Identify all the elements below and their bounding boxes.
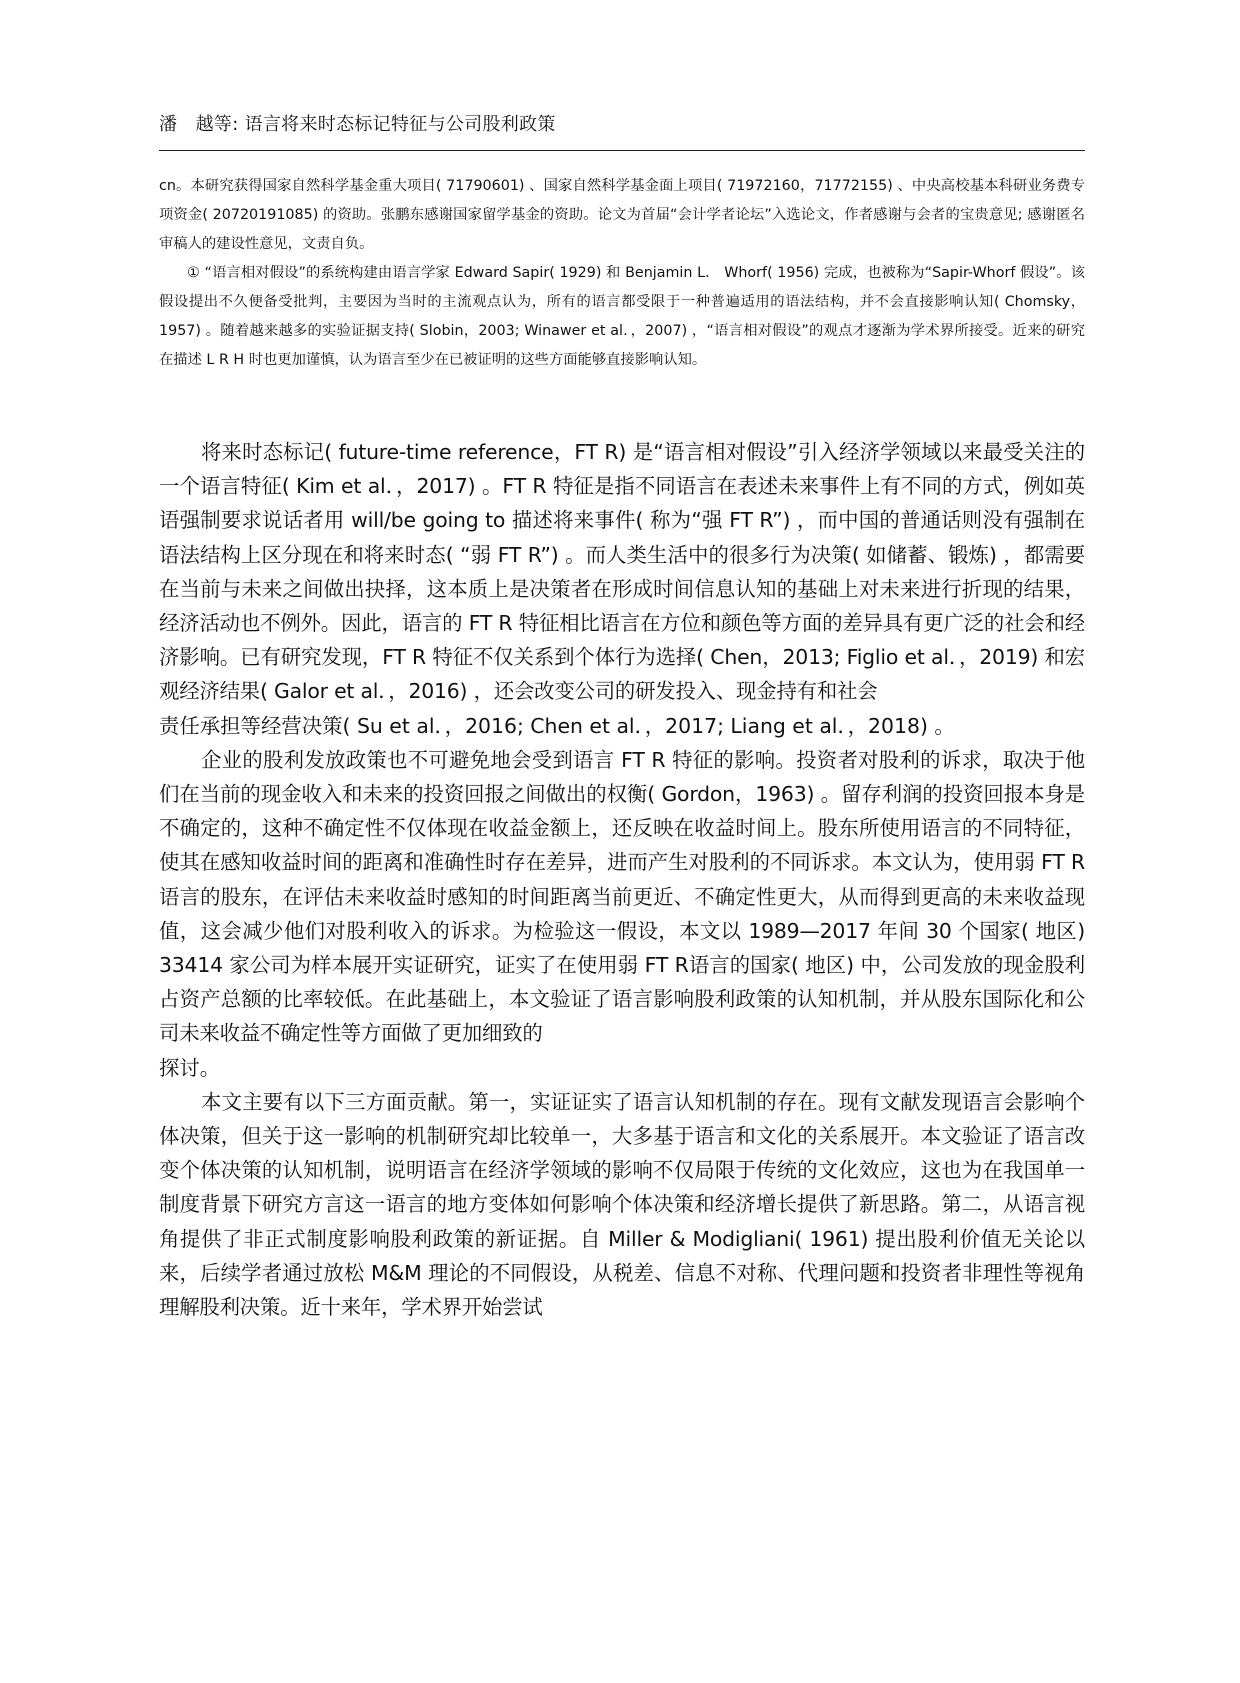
paragraph-2: 企业的股利发放政策也不可避免地会受到语言 FT R 特征的影响。投资者对股利的诉求，取决于他们在当前的现金收入和未来的投资回报之间做出的权衡( Gordon，1963) 。留存利润的投资回报本身是不确定的，这种不确定性不仅体现在收益金额上，还反映在收益时间上。股东所使用语言的不同特征，使其在感知收益时间的距离和准确性时存在差异，进而产生对股利的不同诉求。本文认为，使用弱 FT R 语言的股东，在评估未来收益时感知的时间距离当前更近、不确定性更大，从而得到更高的未来收益现值，这会减少他们对股利收入的诉求。为检验这一假设，本文以 1989—2017 年间 30 个国家( 地区) 33414 家公司为样本展开实证研究，证实了在使用弱 FT R语言的国家( 地区) 中，公司发放的现金股利占资产总额的比率较低。在此基础上，本文验证了语言影响股利政策的认知机制，并从股东国际化和公司未来收益不确定性等方面做了更加细致的 — [159, 747, 1085, 1046]
paragraph-1: 将来时态标记( future-time reference，FT R) 是“语言相对假设”引入经济学领域以来最受关注的一个语言特征( Kim et al．，2017) 。FT R 特征是指不同语言在表述未来事件上有不同的方式，例如英语强制要求说话者用 will/be going to 描述将来事件( 称为“强 FT R”) ，而中国的普通话则没有强制在语法结构上区分现在和将来时态( “弱 FT R”) 。而人类生活中的很多行为决策( 如储蓄、锻炼) ，都需要在当前与未来之间做出抉择，这本质上是决策者在形成时间信息认知的基础上对未来进行折现的结果，经济活动也不例外。因此，语言的 FT R 特征相比语言在方位和颜色等方面的差异具有更广泛的社会和经济影响。已有研究发现，FT R 特征不仅关系到个体行为选择( Chen，2013; Figlio et al．，2019) 和宏观经济结果( Galor et al．，2016) ，还会改变公司的研发投入、现金持有和社会 — [159, 440, 1085, 704]
header-rule — [159, 150, 1085, 151]
paragraph-1-continued: 责任承担等经营决策( Su et al．，2016; Chen et al．，2017; Liang et al．，2018) 。 — [159, 713, 955, 738]
footnotes — [159, 172, 1085, 375]
footnote-1: ① “语言相对假设”的系统构建由语言学家 Edward Sapir( 1929) 和 Benjamin L． Whorf( 1956) 完成，也被称为“Sapir-Whorf 假设”。该假设提出不久便备受批判，主要因为当时的主流观点认为，所有的语言都受限于一种普遍适用的语法结构，并不会直接影响认知( Chomsky，1957) 。随着越来越多的实验证据支持( Slobin，2003; Winawer et al．，2007) ，“语言相对假设”的观点才逐渐为学术界所接受。近来的研究在描述 L R H 时也更加谨慎，认为语言至少在已被证明的这些方面能够直接影响认知。 — [159, 265, 1085, 368]
paragraph-3: 本文主要有以下三方面贡献。第一，实证证实了语言认知机制的存在。现有文献发现语言会影响个体决策，但关于这一影响的机制研究却比较单一，大多基于语言和文化的关系展开。本文验证了语言改变个体决策的认知机制，说明语言在经济学领域的影响不仅局限于传统的文化效应，这也为在我国单一制度背景下研究方言这一语言的地方变体如何影响个体决策和经济增长提供了新思路。第二，从语言视角提供了非正式制度影响股利政策的新证据。自 Miller & Modigliani( 1961) 提出股利价值无关论以来，后续学者通过放松 M&M 理论的不同假设，从税差、信息不对称、代理问题和投资者非理性等视角理解股利决策。近十来年，学术界开始尝试 — [159, 1089, 1085, 1320]
paragraph-2-continued: 探讨。 — [159, 1055, 221, 1080]
running-header: 潘 越等: 语言将来时态标记特征与公司股利政策 — [159, 114, 556, 135]
body-text — [159, 435, 1085, 1324]
funding-footnote: cn。本研究获得国家自然科学基金重大项目( 71790601) 、国家自然科学基金面上项目( 71972160，71772155) 、中央高校基本科研业务费专项资金( 20720191085) 的资助。张鹏东感谢国家留学基金的资助。论文为首届“会计学者论坛”入选论文，作者感谢与会者的宝贵意见; 感谢匿名审稿人的建设性意见，文责自负。 — [159, 178, 1085, 252]
